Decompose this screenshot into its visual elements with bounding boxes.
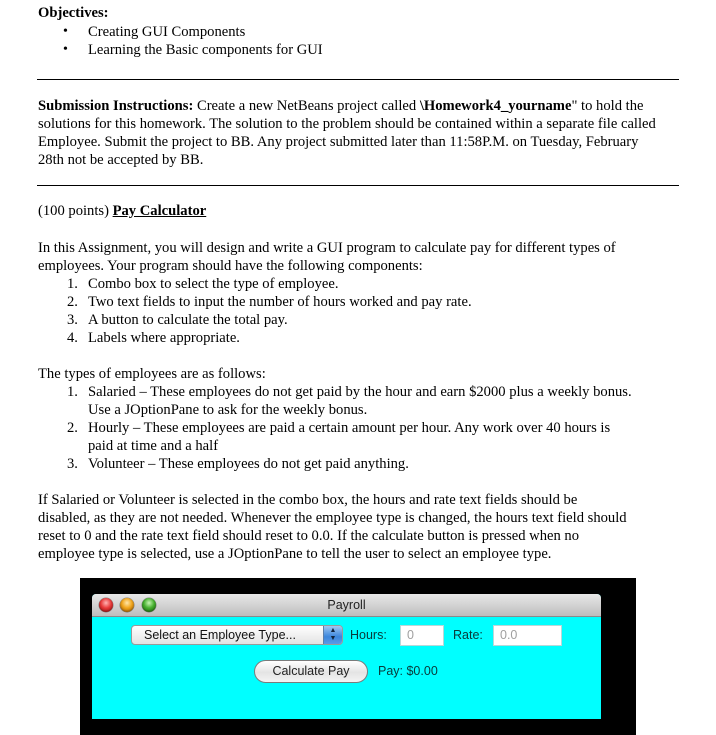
objectives-list — [63, 23, 323, 59]
payroll-screenshot — [80, 578, 636, 735]
minimize-icon[interactable] — [120, 598, 134, 612]
list-item: 2. Two text fields to input the number of hours worked and pay rate. — [67, 294, 472, 310]
list-item: • Creating GUI Components — [63, 24, 246, 40]
pay-label: Pay: $0.00 — [378, 664, 438, 678]
employee-type-combo[interactable] — [131, 625, 343, 645]
assignment-title: Pay Calculator — [112, 203, 207, 219]
project-name: \Homework4_yourname — [419, 98, 572, 114]
divider — [37, 185, 679, 186]
rate-label: Rate: — [453, 628, 483, 642]
bullet-icon: • — [63, 42, 68, 57]
zoom-icon[interactable] — [142, 598, 156, 612]
submission-instructions: Submission Instructions: Create a new NetBeans project called \Homework4_yourname" to hold the solutions for this homework. The solution to the problem should be contained within a separate file called Employee. Submit the project to BB. Any project submitted later than 11:58P.M. on Tuesday, February 28th not be accepted by BB. — [38, 98, 656, 168]
assignment-heading — [38, 202, 206, 220]
title-bar — [92, 594, 601, 617]
combo-selected-value: Select an Employee Type... — [144, 628, 296, 642]
list-item: 1. Salaried – These employees do not get paid by the hour and earn $2000 plus a weekly bonus. Use a JOptionPane to ask for the weekly bonus. — [67, 384, 632, 418]
hours-label: Hours: — [350, 628, 387, 642]
list-item: 3. Volunteer – These employees do not get paid anything. — [67, 456, 409, 472]
close-icon[interactable] — [99, 598, 113, 612]
objectives-heading: Objectives: — [38, 5, 109, 21]
list-item: • Learning the Basic components for GUI — [63, 42, 323, 58]
types-intro: The types of employees are as follows: — [38, 366, 266, 382]
list-item: 2. Hourly – These employees are paid a certain amount per hour. Any work over 40 hours is paid at time and a half — [67, 420, 611, 454]
list-item: 1. Combo box to select the type of employee. — [67, 276, 339, 292]
bullet-icon: • — [63, 24, 68, 39]
list-item: 3. A button to calculate the total pay. — [67, 312, 288, 328]
up-down-arrows-icon: ▲ ▼ — [323, 626, 342, 644]
hours-input[interactable]: 0 — [400, 625, 444, 646]
components-list — [67, 275, 472, 347]
rules-paragraph: If Salaried or Volunteer is selected in the combo box, the hours and rate text fields should be disabled, as they are not needed. Whenever the employee type is changed, the hours text field should reset to 0 and the rate text field should reset to 0.0. If the calculate button is pressed when no employee type is selected, use a JOptionPane to tell the user to select an employee type. — [38, 492, 627, 562]
payroll-window — [92, 594, 601, 719]
points-label: (100 points) — [38, 203, 113, 219]
employee-types-list — [67, 383, 632, 473]
calculate-pay-button[interactable]: Calculate Pay — [254, 660, 368, 683]
list-item: 4. Labels where appropriate. — [67, 330, 240, 346]
submission-label: Submission Instructions: — [38, 98, 194, 114]
divider — [37, 79, 679, 80]
assignment-intro: In this Assignment, you will design and write a GUI program to calculate pay for different types of employees. Your program should have the following components: — [38, 240, 616, 274]
rate-input[interactable]: 0.0 — [493, 625, 562, 646]
window-title: Payroll — [327, 598, 366, 612]
